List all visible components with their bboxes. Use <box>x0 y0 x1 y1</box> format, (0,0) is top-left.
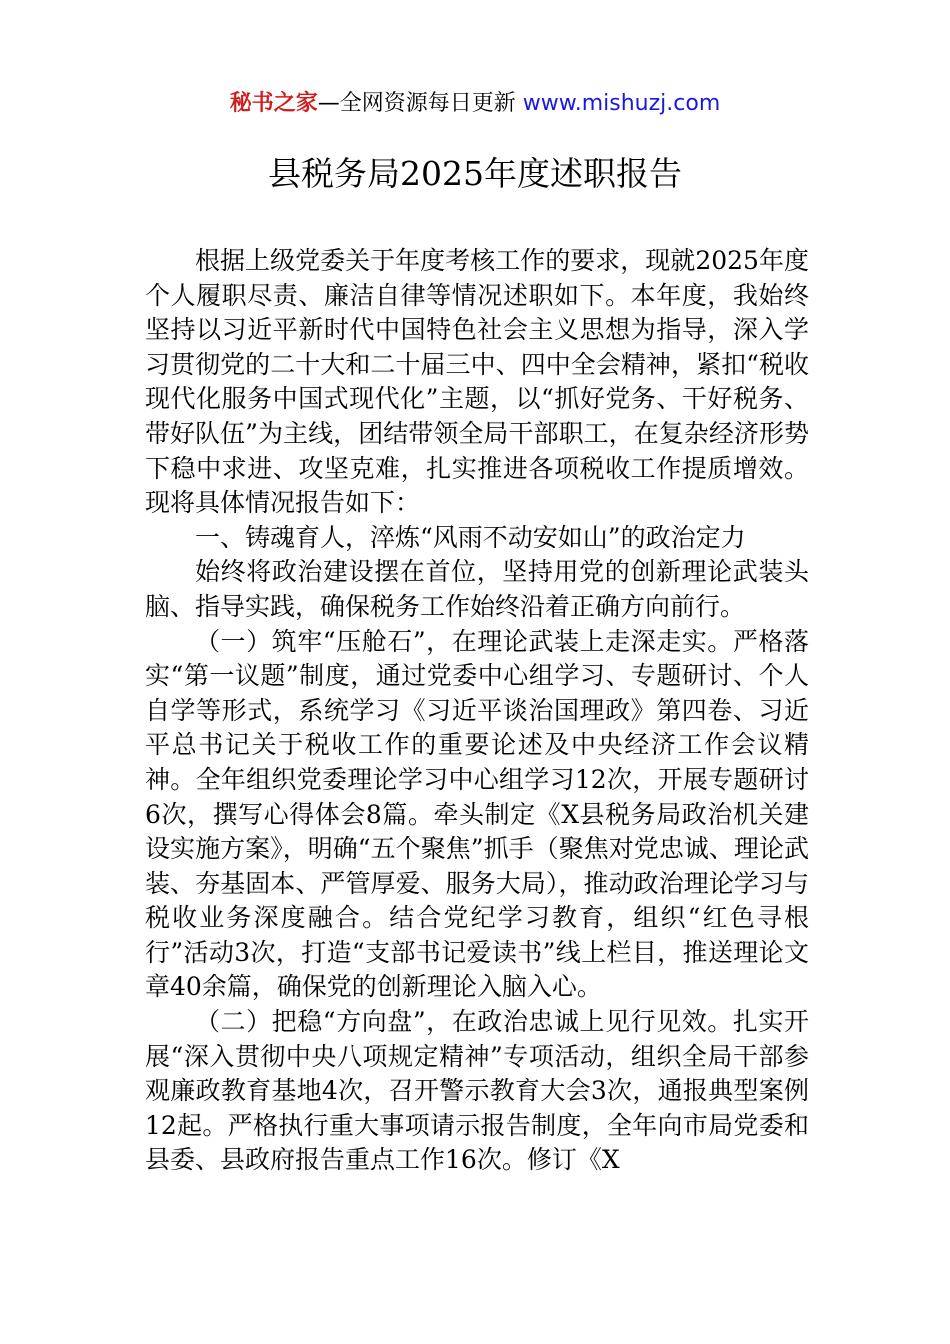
document-body <box>145 244 809 1178</box>
site-brand: 秘书之家 <box>229 91 318 116</box>
site-tagline: —全网资源每日更新 <box>317 91 516 116</box>
document-title: 县税务局2025年度述职报告 <box>268 154 682 193</box>
paragraph-subsection-1: （一）筑牢“压舱石”，在理论武装上走深走实。严格落实“第一议题”制度，通过党委中心组学习、专题研讨、个人自学等形式，系统学习《习近平谈治国理政》第四卷、习近平总书记关于税收工作的重要论述及中央经济工作会议精神。全年组织党委理论学习中心组学习12次，开展专题研讨6次，撰写心得体会8篇。牵头制定《X县税务局政治机关建设实施方案》，明确“五个聚焦”抓手（聚焦对党忠诚、理论武装、夯基固本、严管厚爱、服务大局），推动政治理论学习与税收业务深度融合。结合党纪学习教育，组织“红色寻根行”活动3次，打造“支部书记爱读书”线上栏目，推送理论文章40余篇，确保党的创新理论入脑入心。 <box>145 626 809 1002</box>
site-url-link[interactable]: www.mishuzj.com <box>522 91 721 116</box>
site-banner <box>0 88 950 120</box>
section-heading-1: 一、铸魂育人，淬炼“风雨不动安如山”的政治定力 <box>195 522 746 552</box>
paragraph-section-1-intro: 始终将政治建设摆在首位，坚持用党的创新理论武装头脑、指导实践，确保税务工作始终沿着正确方向前行。 <box>145 557 809 621</box>
paragraph-intro: 根据上级党委关于年度考核工作的要求，现就2025年度个人履职尽责、廉洁自律等情况述职如下。本年度，我始终坚持以习近平新时代中国特色社会主义思想为指导，深入学习贯彻党的二十大和二十届三中、四中全会精神，紧扣“税收现代化服务中国式现代化”主题，以“抓好党务、干好税务、带好队伍”为主线，团结带领全局干部职工，在复杂经济形势下稳中求进、攻坚克难，扎实推进各项税收工作提质增效。现将具体情况报告如下： <box>145 246 809 518</box>
paragraph-subsection-2: （二）把稳“方向盘”，在政治忠诚上见行见效。扎实开展“深入贯彻中央八项规定精神”专项活动，组织全局干部参观廉政教育基地4次，召开警示教育大会3次，通报典型案例12起。严格执行重大事项请示报告制度，全年向市局党委和县委、县政府报告重点工作16次。修订《X <box>145 1007 809 1175</box>
